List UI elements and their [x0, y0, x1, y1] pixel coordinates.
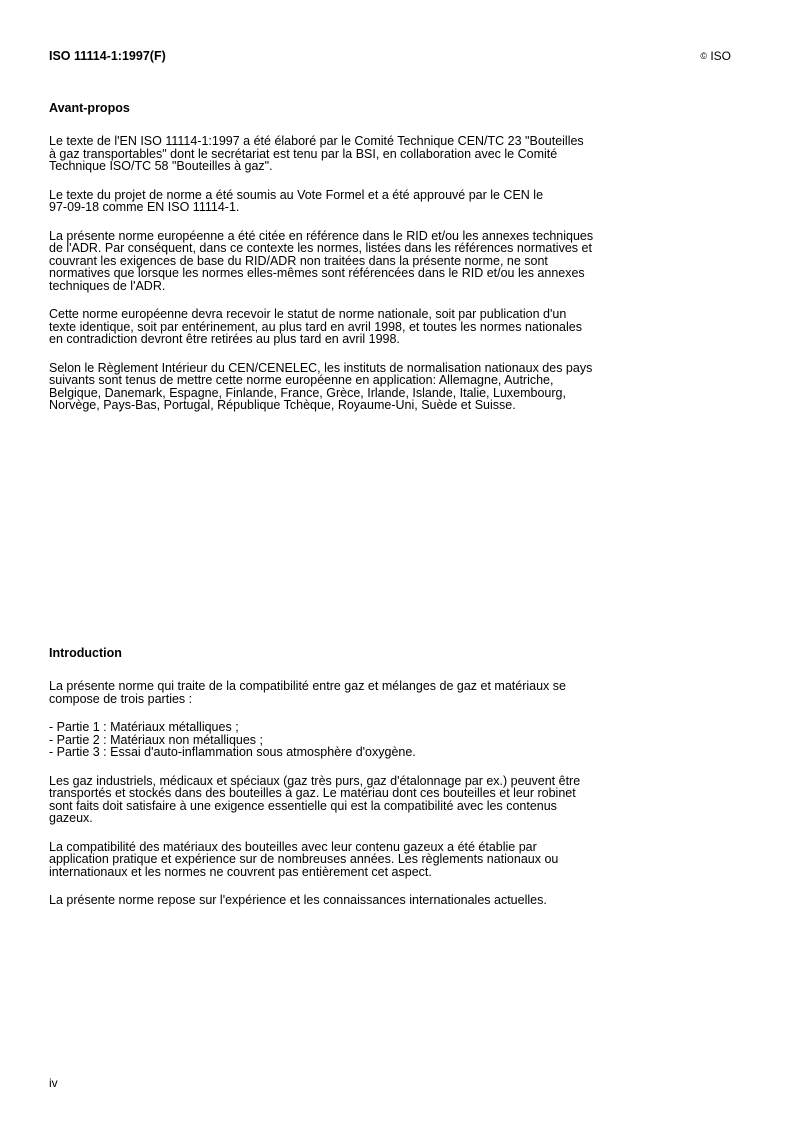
list-item: - Partie 1 : Matériaux métalliques ; — [49, 720, 239, 734]
introduction-paragraph-2: Les gaz industriels, médicaux et spéciaux (gaz très purs, gaz d'étalonnage par ex.) peuvent être transportés et stockés dans des bouteilles à gaz. Le matériau dont ces bouteilles et leur robinet sont faits doit satisfaire à une exigence essentielle qui est la compatibilité avec les contenus gazeux. — [49, 773, 581, 825]
introduction-title: Introduction — [49, 646, 122, 660]
foreword-paragraph-4: Cette norme européenne devra recevoir le statut de norme nationale, soit par publication d'un texte identique, soit par entérinement, au plus tard en avril 1998, et toutes les normes nationales en contradiction devront être retirées au plus tard en avril 1998. — [49, 307, 582, 346]
document-id: ISO 11114-1:1997(F) — [49, 49, 166, 63]
list-item: - Partie 3 : Essai d'auto-inflammation sous atmosphère d'oxygène. — [49, 745, 416, 759]
parts-list — [49, 721, 749, 759]
foreword-title: Avant-propos — [49, 101, 130, 115]
introduction-paragraph-1: La présente norme qui traite de la compatibilité entre gaz et mélanges de gaz et matériaux se compose de trois parties : — [49, 679, 566, 706]
foreword-section — [49, 101, 749, 428]
foreword-paragraph-3: La présente norme européenne a été citée en référence dans le RID et/ou les annexes techniques de l'ADR. Par conséquent, dans ce contexte les normes, listées dans les références normatives et couvrant les exigences de base du RID/ADR non traitées dans la présente norme, ne sont normatives que lorsque les normes elles-mêmes sont référencées dans le RID et/ou les annexes techniques de l'ADR. — [49, 228, 594, 293]
foreword-paragraph-1: Le texte de l'EN ISO 11114-1:1997 a été élaboré par le Comité Technique CEN/TC 23 "Bouteilles à gaz transportables" dont le secrétariat est tenu par la BSI, en collaboration avec le Comité Technique ISO/TC 58 "Bouteilles à gaz". — [49, 134, 584, 173]
foreword-paragraph-2: Le texte du projet de norme a été soumis au Vote Formel et a été approuvé par le CEN le 97-09-18 comme EN ISO 11114-1. — [49, 187, 544, 214]
copyright-symbol: © — [700, 51, 707, 61]
copyright-text: ISO — [710, 49, 731, 63]
introduction-paragraph-4: La présente norme repose sur l'expérience et les connaissances internationales actuelles. — [49, 893, 547, 907]
copyright-notice — [700, 49, 731, 63]
page-number: iv — [49, 1076, 58, 1090]
list-item: - Partie 2 : Matériaux non métalliques ; — [49, 732, 263, 747]
introduction-paragraph-3: La compatibilité des matériaux des bouteilles avec leur contenu gazeux a été établie par application pratique et expérience sur de nombreuses années. Les règlements nationaux ou internationaux et les normes ne couvrent pas entièrement cet aspect. — [49, 839, 559, 879]
foreword-paragraph-5: Selon le Règlement Intérieur du CEN/CENELEC, les instituts de normalisation nationaux des pays suivants sont tenus de mettre cette norme européenne en application: Allemagne, Autriche, Belgique, Danemark, Espagne, Finlande, France, Grèce, Irlande, Islande, Italie, Luxembourg, Norvège, Pays-Bas, Portugal, République Tchèque, Royaume-Uni, Suède et Suisse. — [49, 360, 593, 412]
introduction-section — [49, 646, 749, 923]
